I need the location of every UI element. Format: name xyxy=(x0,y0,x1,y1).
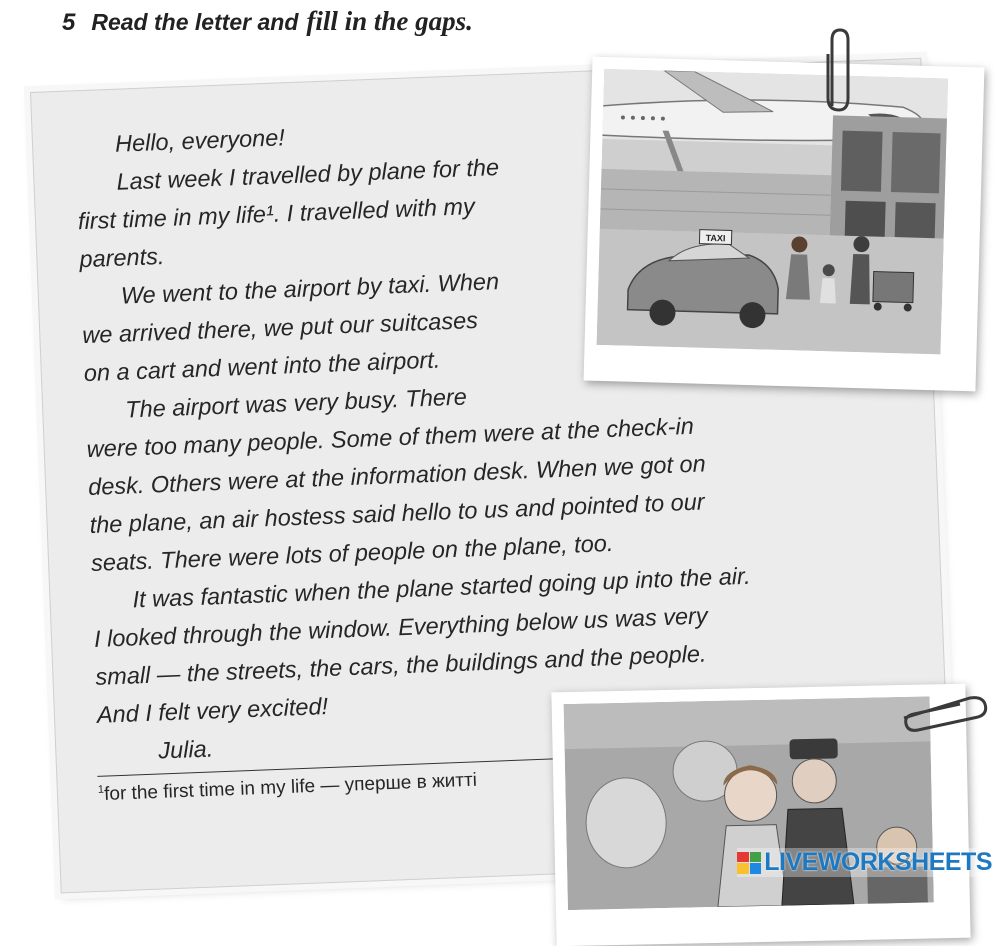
letter-line: desk. Others were at the information desk. When we got on xyxy=(87,450,707,501)
letter-line: It was fantastic when the plane started going up into the air. xyxy=(132,562,751,613)
letter-line: on a cart and went into the airport. xyxy=(83,346,441,387)
letter-line: Last week I travelled by plane for the xyxy=(116,154,500,195)
footnote-text: for the first time in my life — уперше в житті xyxy=(103,769,478,805)
letter-line: the plane, an air hostess said hello to us and pointed to our xyxy=(89,488,706,539)
letter-line: parents. xyxy=(78,242,165,273)
exercise-instruction: Read the letter and xyxy=(91,9,299,35)
watermark-text: LIVEWORKSHEETS xyxy=(764,848,992,876)
letter-line: Hello, everyone! xyxy=(114,124,286,157)
exercise-instruction-tail: fill in the gaps. xyxy=(306,6,473,36)
exercise-heading xyxy=(62,6,473,44)
footnote-mark: 1 xyxy=(97,783,105,796)
letter-line: I looked through the window. Everything below us was very xyxy=(93,602,709,652)
letter-line: were too many people. Some of them were at the check-in xyxy=(86,412,695,463)
letter-line: seats. There were lots of people on the plane, too. xyxy=(90,529,614,576)
air-hostess-passengers-illustration xyxy=(564,696,934,910)
paperclip-icon xyxy=(900,690,992,734)
letter-line: small — the streets, the cars, the buildings and the people. xyxy=(95,640,707,690)
letter-line: And I felt very excited! xyxy=(96,693,329,728)
liveworksheets-watermark xyxy=(737,848,992,877)
airport-photo xyxy=(584,57,985,392)
letter-line: We went to the airport by taxi. When xyxy=(120,268,500,309)
footnote xyxy=(98,769,478,806)
letter-signature: Julia. xyxy=(157,735,214,764)
letter-line: first time in my life¹. I travelled with my xyxy=(77,193,476,235)
paperclip-icon xyxy=(822,26,856,116)
exercise-number: 5 xyxy=(62,9,76,36)
liveworksheets-logo-icon xyxy=(737,852,761,874)
taxi-sign: TAXI xyxy=(705,232,726,244)
airport-taxi-illustration xyxy=(597,69,949,354)
letter-line: The airport was very busy. There xyxy=(124,383,468,423)
letter-line: we arrived there, we put our suitcases xyxy=(81,306,479,349)
